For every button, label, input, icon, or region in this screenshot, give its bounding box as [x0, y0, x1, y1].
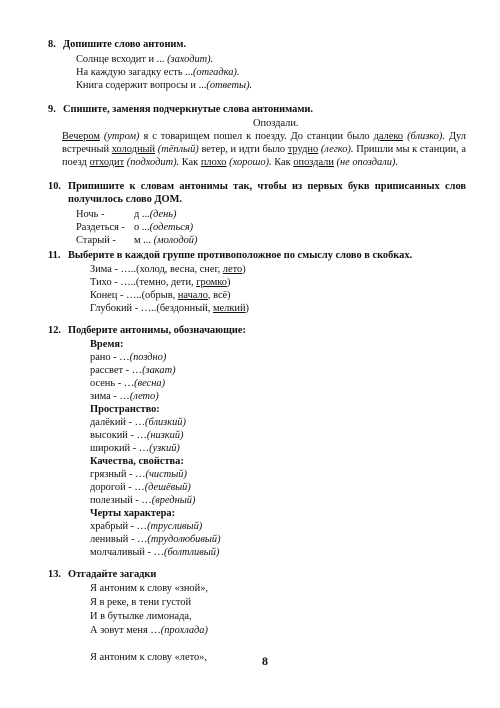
exercise-12-character-1: храбрый - …(трусливый) — [90, 521, 203, 532]
exercise-9-title: 9. Спишите, заменяя подчеркнутые слова антонимами. — [48, 104, 313, 115]
exercise-12-heading-character: Черты характера: — [90, 508, 176, 519]
text-title: Опоздали. — [253, 118, 299, 129]
exercise-11-row-1: Зима - …..(холод, весна, снег, лето) — [90, 264, 246, 275]
exercise-12-heading-qualities: Качества, свойства: — [90, 456, 184, 467]
exercise-10-row-1: Ночь - — [76, 209, 105, 220]
riddle-line-3: И в бутылке лимонада, — [90, 611, 192, 622]
exercise-12-quality-2: дорогой - …(дешёвый) — [90, 482, 191, 493]
exercise-12-space-3: широкий - …(узкий) — [90, 443, 180, 454]
exercise-12-character-3: молчаливый - …(болтливый) — [90, 547, 220, 558]
exercise-11-row-2: Тихо - …..(темно, дети, громко) — [90, 277, 231, 288]
exercise-13-title: 13. Отгадайте загадки — [48, 569, 157, 580]
exercise-8-line-3: Книга содержит вопросы и ...(ответы). — [76, 80, 253, 91]
exercise-10-row-2: Раздеться - — [76, 222, 125, 233]
exercise-12-time-1: рано - …(поздно) — [90, 352, 167, 363]
exercise-11-row-3: Конец - …..(обрыв, начало, всё) — [90, 290, 231, 301]
exercise-11-row-4: Глубокий - …..(бездонный, мелкий) — [90, 303, 249, 314]
exercise-12-heading-time: Время: — [90, 339, 124, 350]
exercise-12-quality-1: грязный - …(чистый) — [90, 469, 187, 480]
exercise-12-quality-3: полезный - …(вредный) — [90, 495, 196, 506]
exercise-9-paragraph-line-1: Вечером (утром) я с товарищем пошел к поезду. До станции было далеко (близко). Дул — [62, 131, 466, 142]
riddle-2-line-1: Я антоним к слову «лето», — [90, 652, 207, 663]
riddle-line-2: Я в реке, в тени густой — [90, 597, 192, 608]
riddle-line-1: Я антоним к слову «зной», — [90, 583, 208, 594]
exercise-8-title: 8. Допишите слово антоним. — [48, 39, 187, 50]
page-number: 8 — [262, 654, 268, 668]
exercise-12-time-2: рассвет - …(закат) — [90, 365, 176, 376]
exercise-8-line-2: На каждую загадку есть ...(отгадка). — [76, 67, 240, 78]
exercise-10-title-line-2: получилось слово ДОМ. — [68, 194, 182, 205]
exercise-10-row-3-answer: м ... (молодой) — [134, 235, 198, 246]
exercise-12-time-4: зима - …(лето) — [90, 391, 159, 402]
exercise-10-row-1-answer: д ...(день) — [134, 209, 177, 220]
exercise-11-title: 11. Выберите в каждой группе противоположное по смыслу слово в скобках. — [48, 250, 413, 261]
exercise-12-heading-space: Пространство: — [90, 404, 160, 415]
exercise-9-paragraph-line-2: встречный холодный (тёплый) ветер, и идти было трудно (легко). Пришли мы к станции, а — [62, 144, 466, 155]
exercise-9-paragraph-line-3: поезд отходит (подходит). Как плохо (хорошо). Как опоздали (не опоздали). — [62, 157, 398, 168]
exercise-10-row-2-answer: о ...(одеться) — [134, 222, 194, 233]
riddle-line-4: А зовут меня …(прохлада) — [90, 625, 208, 636]
exercise-12-space-2: высокий - …(низкий) — [90, 430, 184, 441]
exercise-8-line-1: Солнце всходит и ... (заходит). — [76, 54, 214, 65]
exercise-12-space-1: далёкий - …(близкий) — [90, 417, 186, 428]
exercise-12-character-2: ленивый - …(трудолюбивый) — [90, 534, 221, 545]
exercise-10-title-line-1: 10. Припишите к словам антонимы так, чтобы из первых букв приписанных слов — [48, 181, 466, 192]
exercise-12-title: 12. Подберите антонимы, обозначающие: — [48, 325, 246, 336]
exercise-12-time-3: осень - …(весна) — [90, 378, 166, 389]
exercise-10-row-3: Старый - — [76, 235, 116, 246]
